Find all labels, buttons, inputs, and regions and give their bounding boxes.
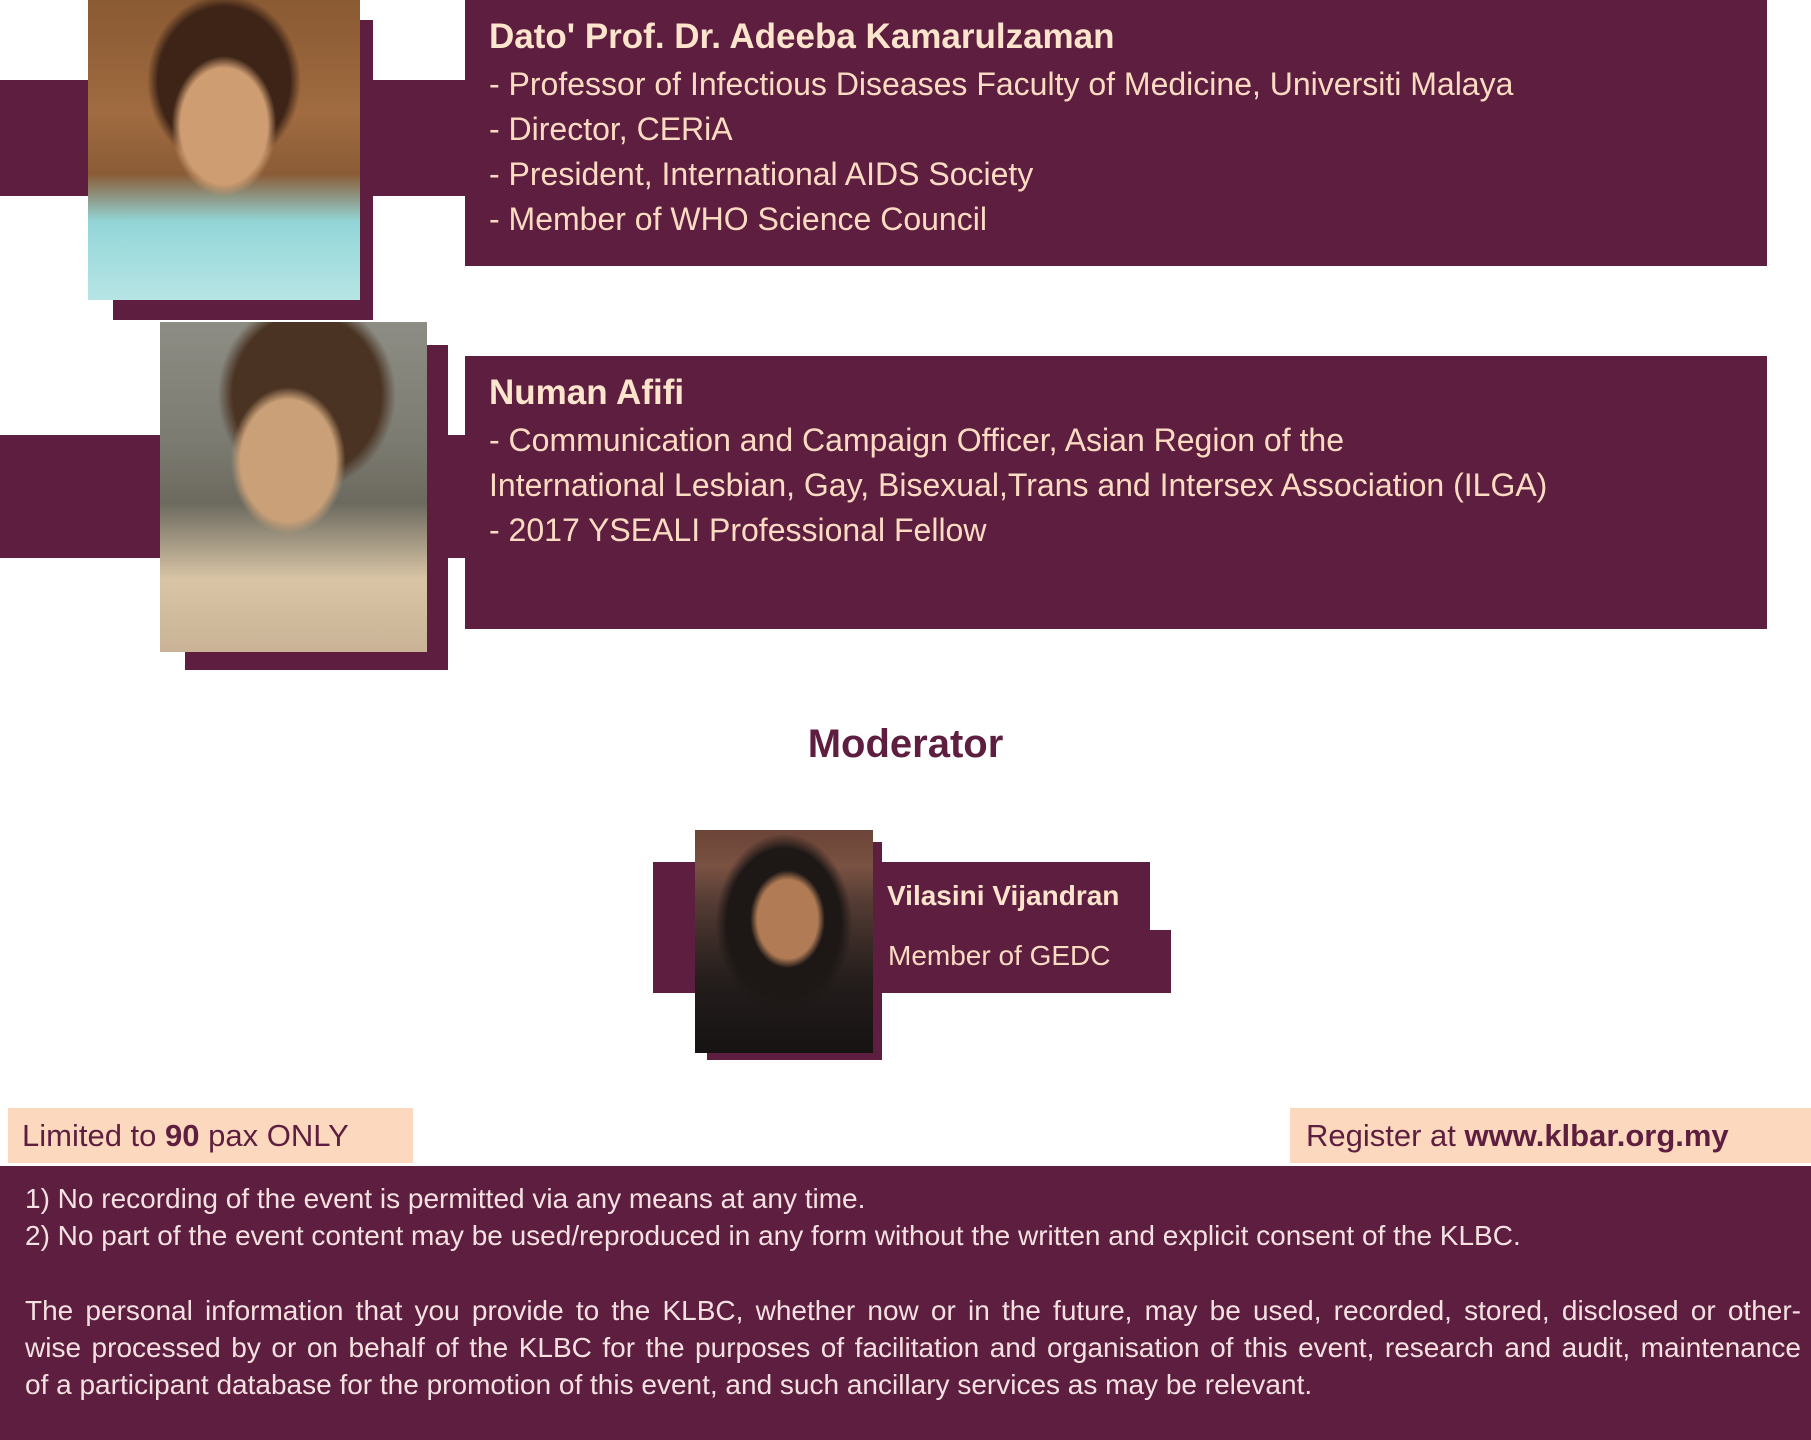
moderator-title: Member of GEDC	[888, 940, 1111, 971]
moderator-photo-vilasini	[695, 830, 873, 1053]
speaker-credential: International Lesbian, Gay, Bisexual,Trans and Intersex Association (ILGA)	[489, 467, 1548, 503]
speaker-panel-2	[465, 356, 1767, 629]
moderator-heading: Moderator	[807, 722, 1004, 766]
pax-limit-prefix: Limited to	[22, 1118, 166, 1153]
moderator-name: Vilasini Vijandran	[887, 880, 1120, 911]
speaker-credential: - 2017 YSEALI Professional Fellow	[489, 512, 987, 548]
register-badge	[1290, 1108, 1811, 1163]
register-prefix: Register at	[1306, 1118, 1465, 1153]
footer-disclaimer	[0, 1166, 1811, 1440]
footer-privacy-line: of a participant database for the promotion of this event, and such ancillary services as may be relevant.	[25, 1369, 1313, 1400]
speaker-panel-1	[465, 0, 1767, 266]
footer-spacer	[25, 1254, 1801, 1292]
footer-privacy-line: The personal information that you provide to the KLBC, whether now or in the future, may be used, recorded, stored, disclosed or other-	[25, 1295, 1801, 1326]
footer-rule-1: 1) No recording of the event is permitted via any means at any time.	[25, 1183, 866, 1214]
speaker-credential: - President, International AIDS Society	[489, 156, 1034, 192]
speaker-photo-adeeba	[88, 0, 360, 300]
pax-limit-suffix: pax ONLY	[199, 1118, 349, 1153]
pax-limit-number: 90	[165, 1118, 200, 1153]
speaker-credential: - Professor of Infectious Diseases Faculty of Medicine, Universiti Malaya	[489, 66, 1514, 102]
speaker-name: Dato' Prof. Dr. Adeeba Kamarulzaman	[489, 17, 1115, 56]
footer-rule-2: 2) No part of the event content may be used/reproduced in any form without the written and explicit consent of the KLBC.	[25, 1220, 1521, 1251]
footer-privacy-line: wise processed by or on behalf of the KLBC for the purposes of facilitation and organisation of this event, research and audit, maintenance	[25, 1332, 1801, 1363]
pax-limit-badge	[8, 1108, 413, 1163]
speaker-credential: - Communication and Campaign Officer, Asian Region of the	[489, 422, 1344, 458]
speaker-credential: - Director, CERiA	[489, 111, 733, 147]
speaker-credential: - Member of WHO Science Council	[489, 201, 987, 237]
register-url: www.klbar.org.my	[1464, 1118, 1729, 1153]
speaker-name: Numan Afifi	[489, 373, 685, 412]
speaker-photo-numan	[160, 322, 427, 652]
